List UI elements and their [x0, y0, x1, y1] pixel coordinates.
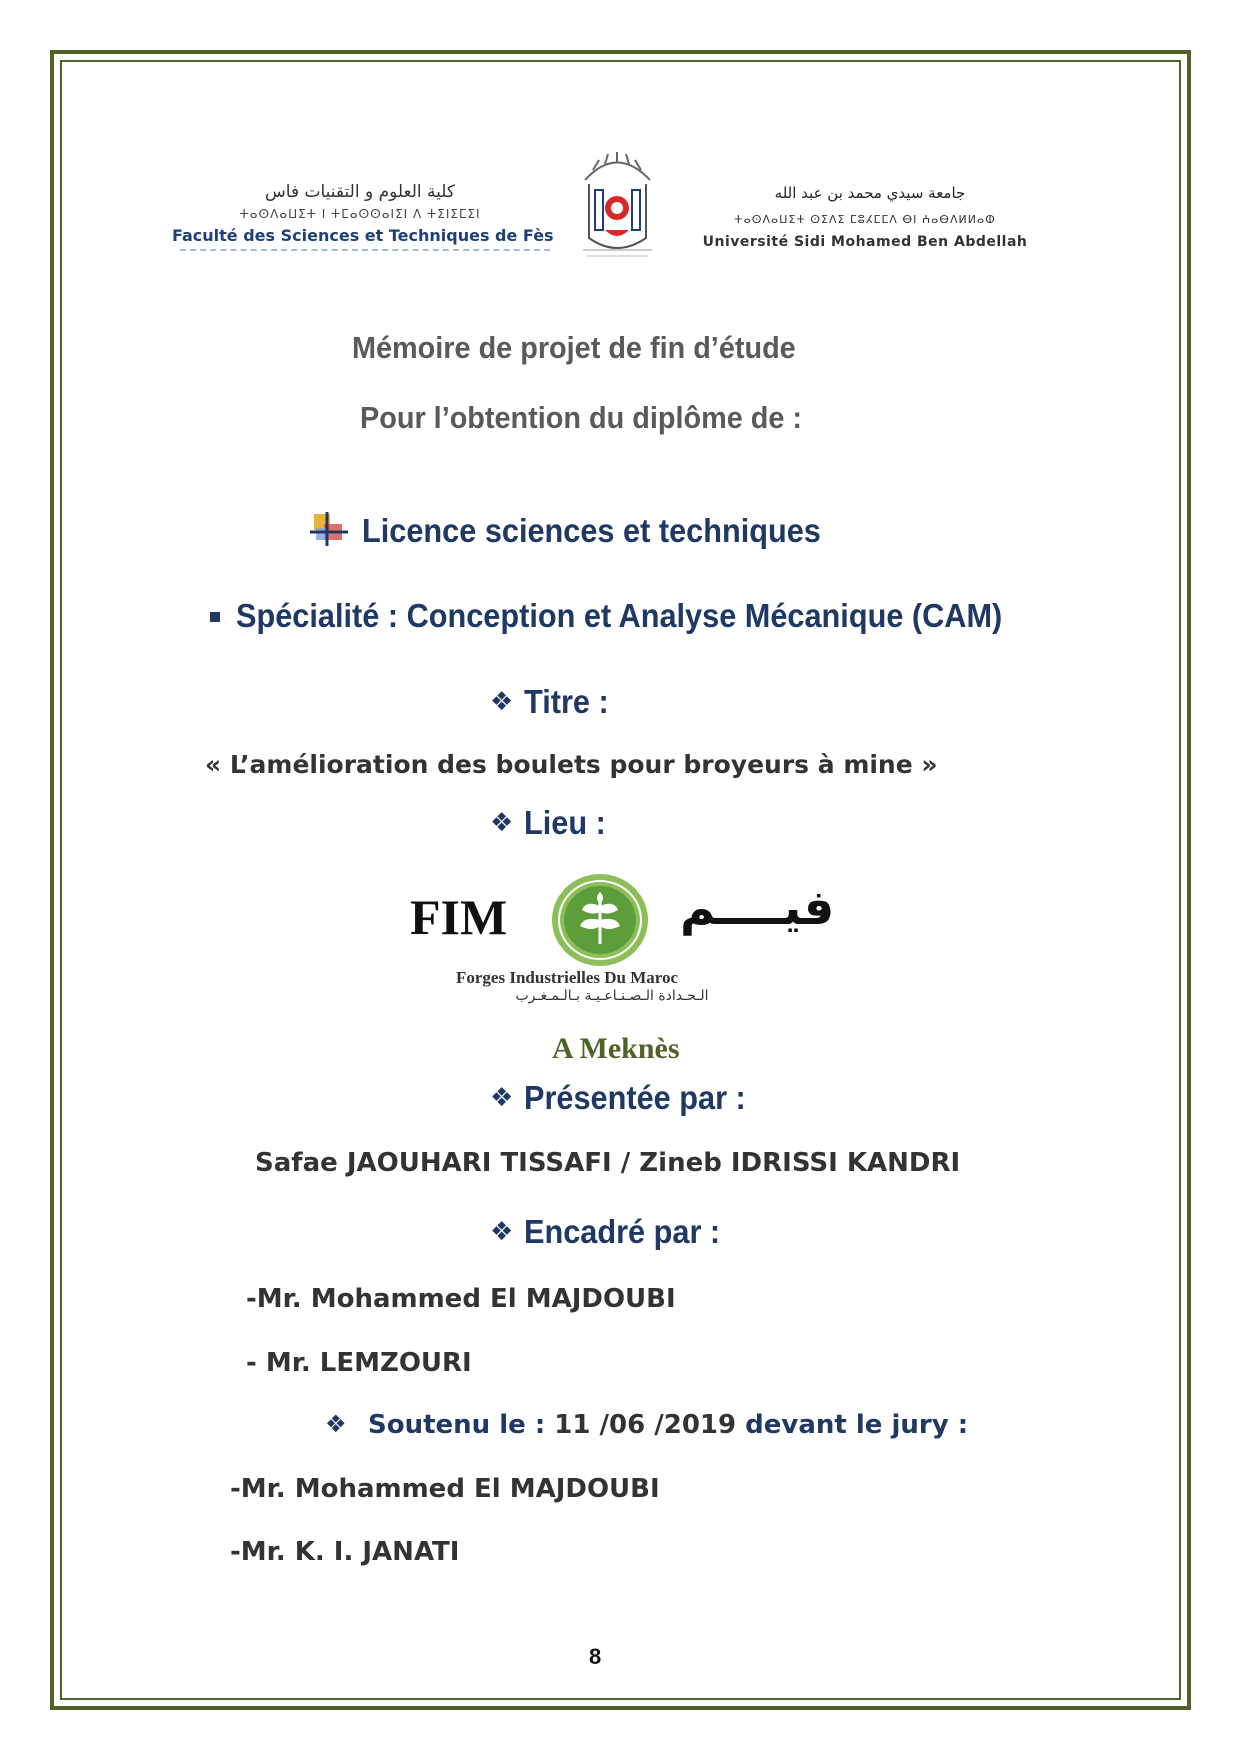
jury-member-1: -Mr. Mohammed El MAJDOUBI	[230, 1474, 660, 1504]
university-emblem-icon	[575, 150, 660, 260]
thesis-heading: Mémoire de projet de fin d’étude	[352, 330, 796, 365]
diamond-bullet-icon: ❖	[325, 1410, 347, 1438]
page-number: 8	[589, 1644, 602, 1669]
supervised-by-label: Encadré par :	[524, 1213, 721, 1250]
diploma-name: Licence sciences et techniques	[362, 512, 821, 549]
fst-logo-underline	[180, 249, 550, 251]
specialty: Spécialité : Conception et Analyse Mécanique (CAM)	[236, 597, 1003, 634]
diamond-bullet-icon: ❖	[490, 687, 514, 717]
diamond-bullet-icon: ❖	[490, 808, 514, 838]
students: Safae JAOUHARI TISSAFI / Zineb IDRISSI KANDRI	[255, 1148, 961, 1178]
defense-line	[368, 1410, 968, 1440]
fst-tifinagh-name: ⵜⴰⵙⴷⴰⵡⵉⵜ ⵏ ⵜⵎⴰⵙⵙⴰⵏⵉⵏ ⴷ ⵜⵉⵏⵉⵎⵉⵏ	[239, 207, 481, 221]
defense-date: 11 /06 /2019	[554, 1410, 737, 1440]
company-full-name: Forges Industrielles Du Maroc	[456, 968, 679, 987]
company-leaf-logo-icon	[550, 870, 650, 970]
square-bullet-icon	[210, 612, 220, 622]
company-full-name-arabic: الـحـدادة الـصـنـاعـيـة بـالـمـغـرب	[515, 988, 709, 1004]
jury-member-2: -Mr. K. I. JANATI	[230, 1537, 460, 1567]
presented-by-label: Présentée par :	[524, 1079, 746, 1116]
thesis-title: « L’amélioration des boulets pour broyeurs à mine »	[205, 750, 938, 779]
usmba-tifinagh-name: ⵜⴰⵙⴷⴰⵡⵉⵜ ⵙⵉⴷⵉ ⵎⵓⵃⵎⵎⴷ ⴱⵏ ⵄⴰⴱⴷⵍⵍⴰⵀ	[734, 213, 996, 226]
supervisor-2: - Mr. LEMZOURI	[246, 1348, 472, 1378]
multicolor-square-bullet-icon	[310, 512, 348, 546]
fst-arabic-name: كلية العلوم و التقنيات فاس	[265, 182, 455, 202]
supervisor-1: -Mr. Mohammed El MAJDOUBI	[246, 1284, 676, 1314]
defense-suffix: devant le jury :	[736, 1410, 969, 1440]
title-label: Titre :	[524, 683, 609, 720]
diamond-bullet-icon: ❖	[490, 1083, 514, 1113]
defense-prefix: Soutenu le :	[368, 1410, 555, 1440]
company-logo-text: FIM	[410, 889, 508, 945]
degree-heading: Pour l’obtention du diplôme de :	[360, 400, 803, 435]
city: A Meknès	[552, 1032, 680, 1065]
place-label: Lieu :	[524, 804, 606, 841]
diamond-bullet-icon: ❖	[490, 1217, 514, 1247]
company-arabic-name: فيــــم	[680, 880, 835, 936]
usmba-arabic-name: جامعة سيدي محمد بن عبد الله	[774, 184, 966, 202]
usmba-french-name: Université Sidi Mohamed Ben Abdellah	[702, 234, 1028, 250]
fst-french-name: Faculté des Sciences et Techniques de Fès	[172, 226, 554, 245]
